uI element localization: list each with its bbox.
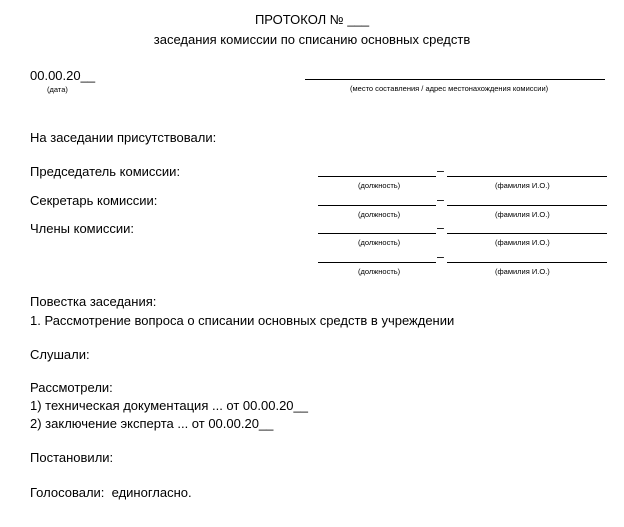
member1-position-line <box>318 233 436 234</box>
secretary-position-line <box>318 205 436 206</box>
member2-position-caption: (должность) <box>358 267 401 276</box>
chairman-name-caption: (фамилия И.О.) <box>495 181 550 190</box>
chairman-dash: – <box>437 164 444 178</box>
member2-dash: – <box>437 250 444 264</box>
member1-position-caption: (должность) <box>358 238 401 247</box>
voted-label: Голосовали: единогласно. <box>30 485 192 500</box>
member2-name-line <box>447 262 607 263</box>
heard-label: Слушали: <box>30 347 90 362</box>
place-line <box>305 79 605 80</box>
agenda-heading: Повестка заседания: <box>30 294 157 309</box>
agenda-item-1: 1. Рассмотрение вопроса о списании основных средств в учреждении <box>30 313 455 328</box>
secretary-dash: – <box>437 193 444 207</box>
reviewed-item-2: 2) заключение эксперта ... от 00.00.20__ <box>30 416 274 431</box>
chairman-position-line <box>318 176 436 177</box>
secretary-name-line <box>447 205 607 206</box>
protocol-subtitle: заседания комиссии по списанию основных средств <box>153 32 471 47</box>
secretary-position-caption: (должность) <box>358 210 401 219</box>
member2-name-caption: (фамилия И.О.) <box>495 267 550 276</box>
member1-dash: – <box>437 221 444 235</box>
protocol-title: ПРОТОКОЛ № ___ <box>254 12 370 27</box>
member1-name-line <box>447 233 607 234</box>
attendance-heading: На заседании присутствовали: <box>30 130 217 145</box>
member1-name-caption: (фамилия И.О.) <box>495 238 550 247</box>
chairman-label: Председатель комиссии: <box>30 164 181 179</box>
reviewed-label: Рассмотрели: <box>30 380 113 395</box>
date-value: 00.00.20__ <box>30 68 96 83</box>
secretary-name-caption: (фамилия И.О.) <box>495 210 550 219</box>
members-label: Члены комиссии: <box>30 221 135 236</box>
secretary-label: Секретарь комиссии: <box>30 193 158 208</box>
date-caption: (дата) <box>47 85 68 94</box>
place-caption: (место составления / адрес местонахождения комиссии) <box>350 84 549 93</box>
member2-position-line <box>318 262 436 263</box>
reviewed-item-1: 1) техническая документация ... от 00.00.20__ <box>30 398 308 413</box>
chairman-name-line <box>447 176 607 177</box>
chairman-position-caption: (должность) <box>358 181 401 190</box>
decided-label: Постановили: <box>30 450 114 465</box>
